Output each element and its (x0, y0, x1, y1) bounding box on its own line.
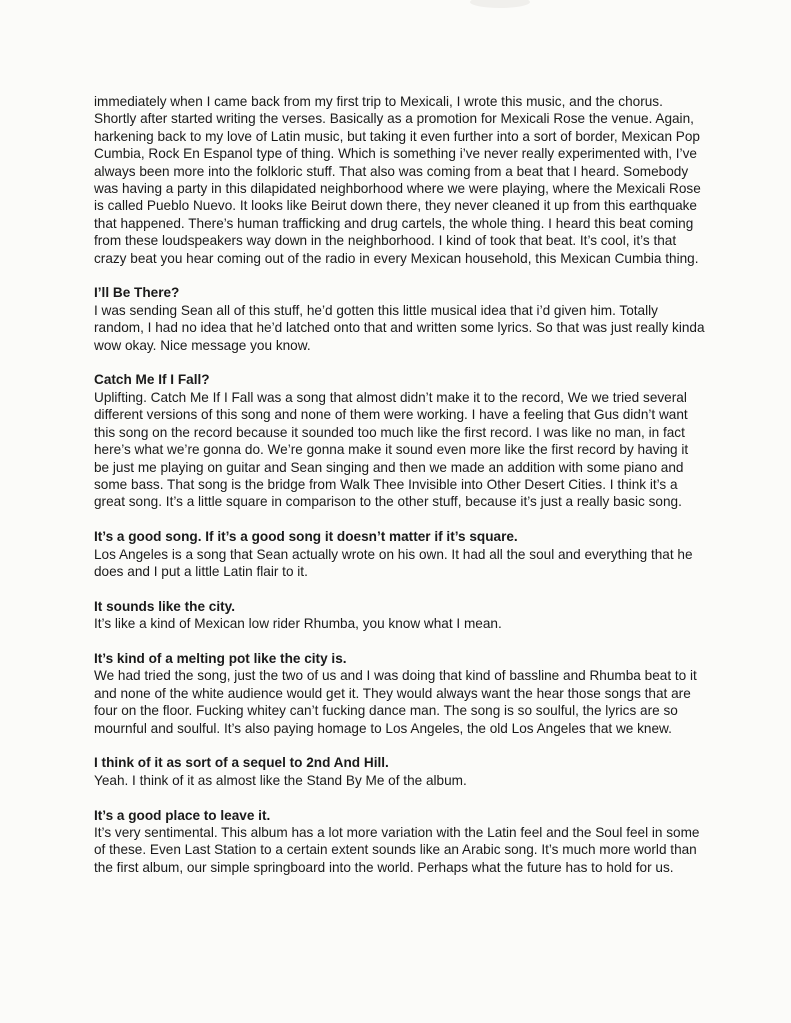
answer-paragraph: I was sending Sean all of this stuff, he’d gotten this little musical idea that i’d given him. Totally random, I had no idea that he’d latched onto that and written some lyrics. So that was just really kinda wow okay. Nice message you know. (94, 302, 705, 353)
answer-paragraph: Los Angeles is a song that Sean actually wrote on his own. It had all the soul and everything that he does and I put a little Latin flair to it. (94, 546, 693, 579)
paper-smudge (470, 0, 530, 8)
question-heading: It’s a good song. If it’s a good song it doesn’t matter if it’s square. (94, 529, 518, 545)
answer-paragraph: We had tried the song, just the two of us and I was doing that kind of bassline and Rhumba beat to it and none of the white audience would get it. They would always want the hear those songs that are four on the floor. Fucking whitey can’t fucking dance man. The song is so soulful, the lyrics are so mournful and soulful. It’s also paying homage to Los Angeles, the old Los Angeles that we knew. (94, 668, 697, 736)
paragraph-gap (94, 789, 706, 806)
question-heading: I’ll Be There? (94, 285, 180, 301)
paragraph-gap (94, 511, 706, 528)
question-heading: It’s kind of a melting pot like the city is. (94, 650, 347, 666)
answer-paragraph: It’s very sentimental. This album has a lot more variation with the Latin feel and the Soul feel in some of these. Even Last Station to a certain extent sounds like an Arabic song. It’s much more world than the first album, our simple springboard into the world. Perhaps what the future has to hold for us. (94, 824, 700, 875)
answer-paragraph: Yeah. I think of it as almost like the Stand By Me of the album. (94, 772, 467, 788)
paragraph-gap (94, 737, 706, 754)
answer-paragraph: It’s like a kind of Mexican low rider Rhumba, you know what I mean. (94, 616, 502, 632)
document-page (94, 93, 706, 876)
question-heading: Catch Me If I Fall? (94, 372, 210, 388)
paragraph-gap (94, 580, 706, 597)
paragraph-gap (94, 267, 706, 284)
answer-paragraph: Uplifting. Catch Me If I Fall was a song that almost didn’t make it to the record, We we tried several different versions of this song and none of them were working. I have a feeling that Gus didn’t want this song on the record because it sounded too much like the first record. I was like no man, in fact here’s what we’re gonna do. We’re gonna make it sound even more like the first record by having it be just me playing on guitar and Sean singing and then we made an addition with some piano and some bass. That song is the bridge from Walk Thee Invisible into Other Desert Cities. I think it’s a great song. It’s a little square in comparison to the other stuff, because it’s just a really basic song. (94, 389, 689, 510)
question-heading: It’s a good place to leave it. (94, 807, 271, 823)
question-heading: I think of it as sort of a sequel to 2nd And Hill. (94, 755, 389, 771)
paragraph-gap (94, 354, 706, 371)
intro-paragraph: immediately when I came back from my first trip to Mexicali, I wrote this music, and the chorus. Shortly after started writing the verses. Basically as a promotion for Mexicali Rose the venue. Again, harkening back to my love of Latin music, but taking it even further into a sort of border, Mexican Pop Cumbia, Rock En Espanol type of thing. Which is something i’ve never really experimented with, I’ve always been more into the folkloric stuff. That also was coming from a beat that I heard. Somebody was having a party in this dilapidated neighborhood where we were playing, where the Mexicali Rose is called Pueblo Nuevo. It looks like Beirut down there, they never cleaned it up from this earthquake that happened. There’s human trafficking and drug cartels, the whole thing. I heard this beat coming from these loudspeakers way down in the neighborhood. I kind of took that beat. It’s cool, it’s that crazy beat you hear coming out of the radio in every Mexican household, this Mexican Cumbia thing. (94, 94, 701, 266)
question-heading: It sounds like the city. (94, 598, 236, 614)
paragraph-gap (94, 633, 706, 650)
